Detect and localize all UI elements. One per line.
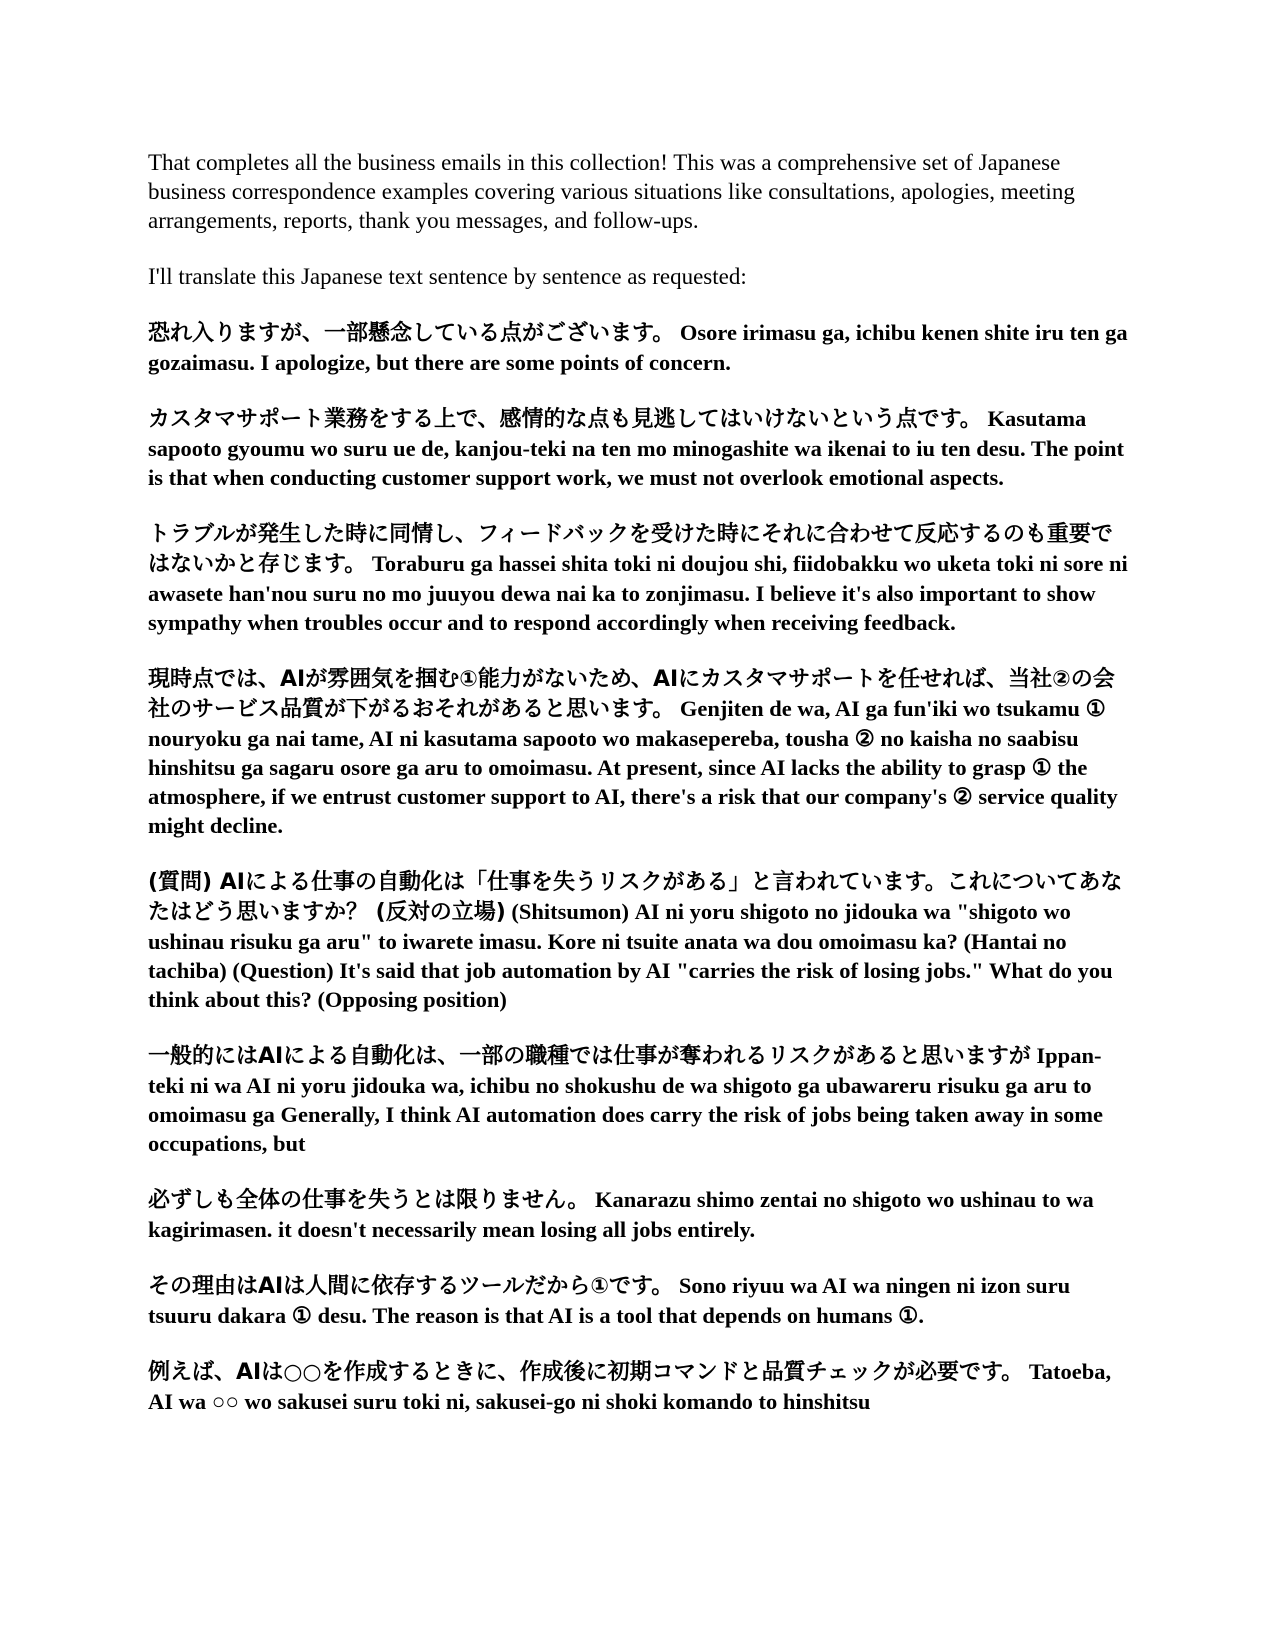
translation-entry-2 — [148, 404, 1128, 492]
japanese-text: その理由はAIは人間に依存するツールだから①です。 — [148, 1274, 674, 1299]
romaji-translation: (Shitsumon) AI ni yoru shigoto no jidouka wa "shigoto wo ushinau risuku ga aru" to iwarete imasu. Kore ni tsuite anata wa dou omoimasu ka? (Hantai no tachiba) (Question) It's said that job automation by AI "carries the risk of losing jobs." What do you think about this? (Opposing position) — [148, 899, 1113, 1012]
romaji-translation: Genjiten de wa, AI ga fun'iki wo tsukamu ① nouryoku ga nai tame, AI ni kasutama sapooto wo makasepereba, tousha ② no kaisha no saabisu hinshitsu ga sagaru osore ga aru to omoimasu. At present, since AI lacks the ability to grasp ① the atmosphere, if we entrust customer support to AI, there's a risk that our company's ② service quality might decline. — [148, 696, 1118, 838]
translation-note: I'll translate this Japanese text sentence by sentence as requested: — [148, 264, 747, 289]
japanese-text: カスタマサポート業務をする上で、感情的な点も見逃してはいけないという点です。 — [148, 407, 982, 432]
translation-entry-1 — [148, 318, 1128, 377]
intro-paragraph: That completes all the business emails in this collection! This was a comprehensive set of Japanese business correspondence examples covering various situations like consultations, apologies, meeting arrangements, reports, thank you messages, and follow-ups. — [148, 150, 1075, 233]
romaji-translation: Toraburu ga hassei shita toki ni doujou shi, fiidobakku wo uketa toki ni sore ni awasete han'nou suru no mo juuyou dewa nai ka to zonjimasu. I believe it's also important to show sympathy when troubles occur and to respond accordingly when receiving feedback. — [148, 551, 1128, 635]
translation-entry-9 — [148, 1357, 1128, 1416]
translation-entry-7 — [148, 1185, 1128, 1244]
japanese-text: 恐れ入りますが、一部懸念している点がございます。 — [148, 321, 675, 346]
translation-entry-6 — [148, 1041, 1128, 1158]
japanese-text: 例えば、AIは○○を作成するときに、作成後に初期コマンドと品質チェックが必要です。 — [148, 1360, 1024, 1385]
translation-entry-8 — [148, 1271, 1128, 1330]
translation-entry-3 — [148, 519, 1128, 637]
document-page — [148, 148, 1128, 1443]
japanese-text: (質問) AIによる仕事の自動化は「仕事を失うリスクがある」と言われています。これについてあなたはどう思いますか？ (反対の立場) — [148, 870, 1123, 925]
japanese-text: 一般的にはAIによる自動化は、一部の職種では仕事が奪われるリスクがあると思いますが — [148, 1044, 1031, 1069]
japanese-text: トラブルが発生した時に同情し、フィードバックを受けた時にそれに合わせて反応するのも重要ではないかと存じます。 — [148, 522, 1113, 577]
romaji-translation: Kasutama sapooto gyoumu wo suru ue de, kanjou-teki na ten mo minogashite wa ikenai to iu ten desu. The point is that when conducting customer support work, we must not overlook emotional aspects. — [148, 406, 1124, 490]
japanese-text: 現時点では、AIが雰囲気を掴む①能力がないため、AIにカスタマサポートを任せれば、当社②の会社のサービス品質が下がるおそれがあると思います。 — [148, 667, 1115, 722]
translation-entry-5 — [148, 867, 1128, 1014]
romaji-translation: Sono riyuu wa AI wa ningen ni izon suru tsuuru dakara ① desu. The reason is that AI is a tool that depends on humans ①. — [148, 1273, 1071, 1328]
japanese-text: 必ずしも全体の仕事を失うとは限りません。 — [148, 1188, 590, 1213]
translation-entry-4 — [148, 664, 1128, 840]
romaji-translation: Tatoeba, AI wa ○○ wo sakusei suru toki ni, sakusei-go ni shoki komando to hinshitsu — [148, 1359, 1112, 1414]
romaji-translation: Ippan-teki ni wa AI ni yoru jidouka wa, ichibu no shokushu de wa shigoto ga ubawareru risuku ga aru to omoimasu ga Generally, I think AI automation does carry the risk of jobs being taken away in some occupations, but — [148, 1043, 1104, 1156]
romaji-translation: Osore irimasu ga, ichibu kenen shite iru ten ga gozaimasu. I apologize, but there are some points of concern. — [148, 320, 1128, 375]
romaji-translation: Kanarazu shimo zentai no shigoto wo ushinau to wa kagirimasen. it doesn't necessarily mean losing all jobs entirely. — [148, 1187, 1094, 1242]
